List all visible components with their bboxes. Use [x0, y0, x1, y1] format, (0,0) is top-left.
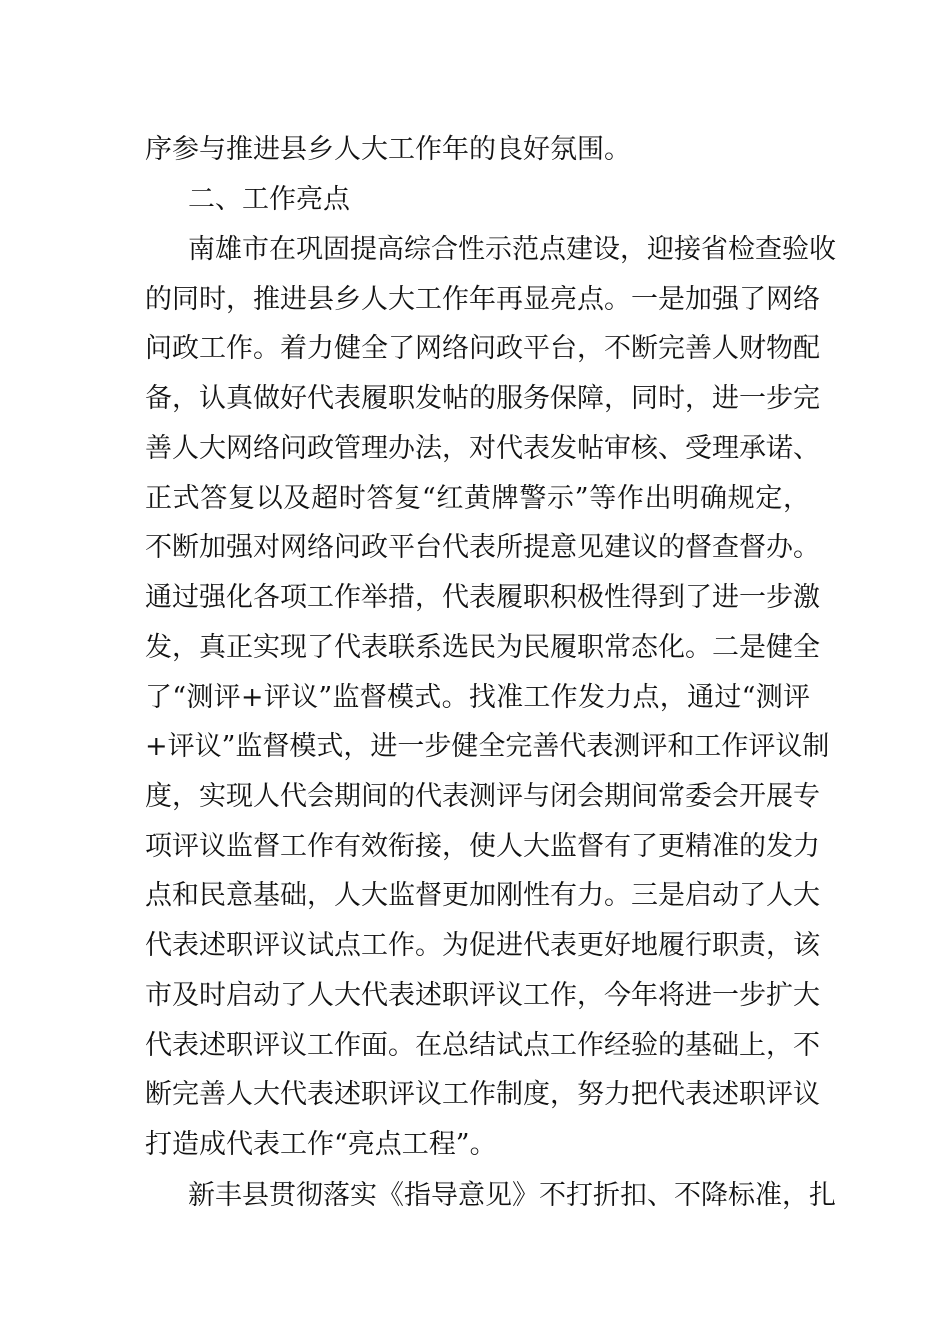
text-line: 市及时启动了人大代表述职评议工作，今年将进一步扩大 — [145, 980, 820, 1011]
text-line: 打造成代表工作“亮点工程”。 — [145, 1129, 497, 1160]
text-line: 备，认真做好代表履职发帖的服务保障，同时，进一步完 — [145, 383, 820, 414]
text-line: 的同时，推进县乡人大工作年再显亮点。一是加强了网络 — [145, 284, 820, 315]
text-line: 度，实现人代会期间的代表测评与闭会期间常委会开展专 — [145, 781, 820, 812]
text-line: 正式答复以及超时答复“红黄牌警示”等作出明确规定， — [145, 483, 810, 514]
text-line: 问政工作。着力健全了网络问政平台，不断完善人财物配 — [145, 333, 820, 364]
text-line: 不断加强对网络问政平台代表所提意见建议的督查督办。 — [145, 532, 820, 563]
text-line: 代表述职评议试点工作。为促进代表更好地履行职责，该 — [145, 930, 820, 961]
text-line: 善人大网络问政管理办法，对代表发帖审核、受理承诺、 — [145, 433, 820, 464]
text-line: +评议”监督模式，进一步健全完善代表测评和工作评议制 — [145, 731, 830, 762]
section-heading: 二、工作亮点 — [188, 184, 350, 215]
text-line: 新丰县贯彻落实《指导意见》不打折扣、不降标准，扎 — [188, 1180, 836, 1211]
text-line: 项评议监督工作有效衔接，使人大监督有了更精准的发力 — [145, 831, 820, 862]
text-line: 了“测评+评议”监督模式。找准工作发力点，通过“测评 — [145, 682, 810, 713]
text-line: 断完善人大代表述职评议工作制度，努力把代表述职评议 — [145, 1079, 820, 1110]
text-line: 通过强化各项工作举措，代表履职积极性得到了进一步激 — [145, 582, 820, 613]
text-line: 序参与推进县乡人大工作年的良好氛围。 — [145, 134, 631, 165]
text-line: 南雄市在巩固提高综合性示范点建设，迎接省检查验收 — [188, 234, 836, 265]
text-line: 点和民意基础，人大监督更加刚性有力。三是启动了人大 — [145, 880, 820, 911]
text-line: 代表述职评议工作面。在总结试点工作经验的基础上，不 — [145, 1030, 820, 1061]
text-line: 发，真正实现了代表联系选民为民履职常态化。二是健全 — [145, 632, 820, 663]
